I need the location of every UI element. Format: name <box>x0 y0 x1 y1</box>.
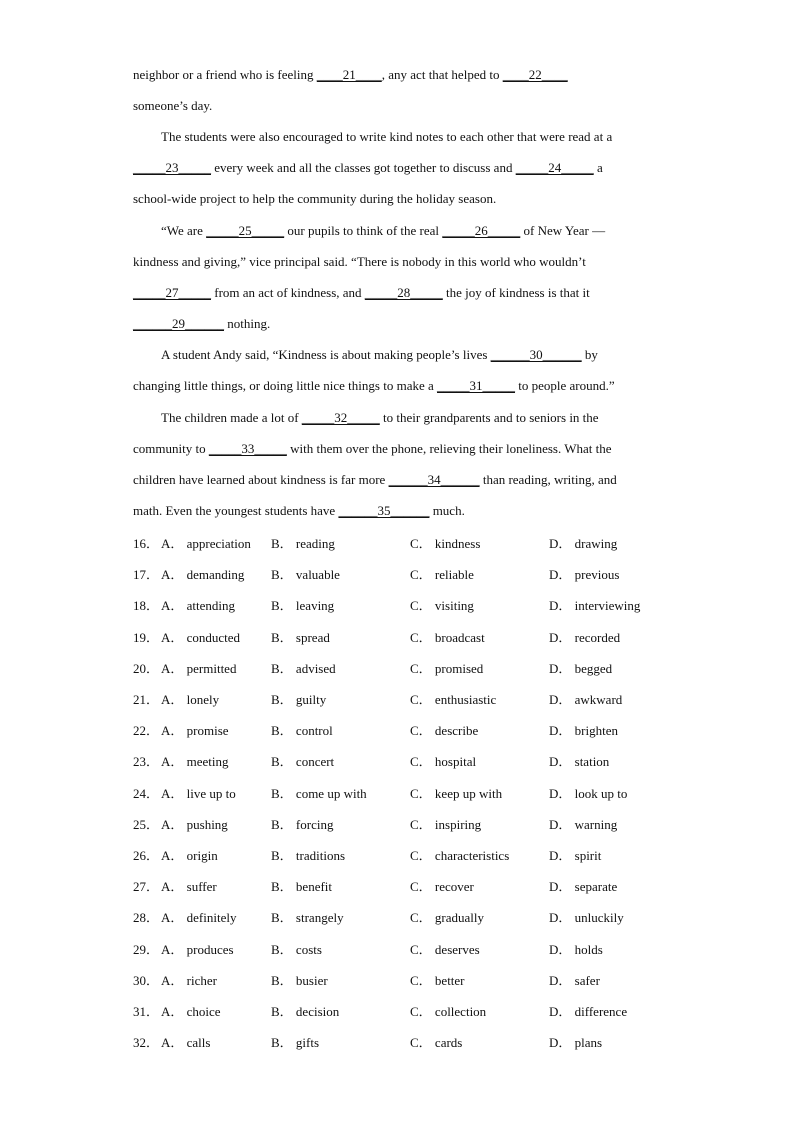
option-a: A． appreciation <box>161 536 251 551</box>
answer-blank: ______29______ <box>133 316 224 331</box>
passage-text: changing little things, or doing little nice things to make a <box>133 378 438 393</box>
question-row <box>133 1003 693 1021</box>
option-c: C． gradually <box>410 910 485 926</box>
passage-text: , any act that helped to <box>381 67 503 82</box>
option-a: A． pushing <box>161 816 228 832</box>
question-row <box>133 941 693 959</box>
passage-line <box>161 346 598 364</box>
option-c: C． visiting <box>410 598 474 614</box>
answer-blank: ______30______ <box>490 347 582 362</box>
option-c: C． keep up with <box>410 785 503 801</box>
option-a: A． richer <box>161 972 217 988</box>
passage-line <box>133 253 586 271</box>
option-a: A． promise <box>161 723 229 739</box>
option-b: B． come up with <box>271 785 367 801</box>
option-b: B． busier <box>271 972 328 988</box>
option-a: A． attending <box>161 598 236 614</box>
passage-line <box>133 440 612 458</box>
option-b: B． valuable <box>271 567 340 583</box>
passage-line <box>161 409 599 427</box>
passage-line <box>133 97 212 115</box>
option-d: D． unluckily <box>549 910 624 926</box>
option-c: C． recover <box>410 879 474 895</box>
question-number: 32． <box>133 1035 160 1051</box>
option-d: D． station <box>549 754 610 770</box>
option-b: B． guilty <box>271 692 327 707</box>
option-b: B． leaving <box>271 598 335 614</box>
question-row <box>133 785 693 803</box>
passage-text: of New Year — <box>520 223 606 238</box>
answer-blank: _____28_____ <box>364 285 443 300</box>
passage-text: by <box>581 347 598 362</box>
option-c: C． inspiring <box>410 816 482 832</box>
answer-blank: _____33_____ <box>208 441 287 456</box>
question-number: 26． <box>133 848 160 863</box>
answer-blank: _____23_____ <box>133 160 211 175</box>
question-row <box>133 535 693 553</box>
answer-blank: _____24_____ <box>515 160 594 175</box>
question-row <box>133 597 693 615</box>
option-c: C． better <box>410 972 465 988</box>
answer-blank: ______34______ <box>388 472 480 487</box>
question-row <box>133 1034 693 1052</box>
question-row <box>133 566 693 584</box>
passage-text: The children made a lot of <box>161 410 302 425</box>
question-number: 20． <box>133 660 160 676</box>
passage-line <box>133 159 603 177</box>
option-b: B． benefit <box>271 879 333 895</box>
answer-blank: ____21____ <box>316 67 382 82</box>
question-row <box>133 722 693 740</box>
option-b: B． concert <box>271 754 335 770</box>
option-d: D． awkward <box>549 692 623 707</box>
option-b: B． strangely <box>271 910 344 926</box>
answer-blank: ______35______ <box>338 503 430 518</box>
option-a: A． suffer <box>161 879 217 895</box>
passage-text: neighbor or a friend who is feeling <box>133 67 317 82</box>
question-number: 29． <box>133 941 160 957</box>
option-d: D． drawing <box>549 536 618 551</box>
passage-line <box>133 315 270 333</box>
option-d: D． interviewing <box>549 598 641 614</box>
option-a: A． produces <box>161 941 234 957</box>
option-c: C． kindness <box>410 536 481 551</box>
option-d: D． begged <box>549 660 613 676</box>
option-b: B． costs <box>271 941 322 957</box>
passage-text: A student Andy said, “Kindness is about making people’s lives <box>161 347 491 362</box>
passage-text: school-wide project to help the community during the holiday season. <box>133 191 497 206</box>
answer-blank: _____32_____ <box>301 410 380 425</box>
passage-text: than reading, writing, and <box>479 472 617 487</box>
passage-text: a <box>593 160 603 175</box>
answer-blank: _____31_____ <box>437 378 516 393</box>
option-c: C． promised <box>410 660 484 676</box>
option-d: D． safer <box>549 972 600 988</box>
option-a: A． permitted <box>161 660 237 676</box>
option-d: D． difference <box>549 1004 628 1019</box>
option-d: D． separate <box>549 879 618 895</box>
passage-text: to their grandparents and to seniors in the <box>379 410 599 425</box>
option-b: B． decision <box>271 1004 340 1019</box>
question-row <box>133 972 693 990</box>
option-b: B． gifts <box>271 1035 320 1051</box>
question-number: 21． <box>133 692 160 707</box>
option-d: D． recorded <box>549 629 621 645</box>
passage-line <box>161 222 605 240</box>
option-b: B． forcing <box>271 816 334 832</box>
question-row <box>133 816 693 834</box>
passage-text: the joy of kindness is that it <box>442 285 590 300</box>
passage-text: children have learned about kindness is far more <box>133 472 389 487</box>
question-number: 23． <box>133 754 160 770</box>
passage-line <box>133 284 590 302</box>
option-c: C． reliable <box>410 567 474 583</box>
question-number: 27． <box>133 879 160 895</box>
passage-text: from an act of kindness, and <box>211 285 365 300</box>
option-c: C． collection <box>410 1004 487 1019</box>
question-number: 22． <box>133 723 160 739</box>
option-c: C． deserves <box>410 941 480 957</box>
passage-text: to people around.” <box>515 378 615 393</box>
option-a: A． definitely <box>161 910 237 926</box>
passage-text: every week and all the classes got together to discuss and <box>211 160 516 175</box>
question-number: 18． <box>133 598 160 614</box>
passage-text: someone’s day. <box>133 98 213 113</box>
question-row <box>133 660 693 678</box>
option-d: D． look up to <box>549 785 628 801</box>
question-number: 31． <box>133 1004 160 1019</box>
passage-text: with them over the phone, relieving their loneliness. What the <box>286 441 612 456</box>
option-b: B． reading <box>271 536 335 551</box>
option-a: A． demanding <box>161 567 245 583</box>
question-row <box>133 629 693 647</box>
option-a: A． lonely <box>161 692 220 707</box>
answer-blank: _____27_____ <box>133 285 211 300</box>
question-number: 19． <box>133 629 160 645</box>
question-number: 24． <box>133 785 160 801</box>
option-d: D． brighten <box>549 723 618 739</box>
option-d: D． plans <box>549 1035 603 1051</box>
option-b: B． advised <box>271 660 336 676</box>
option-c: C． enthusiastic <box>410 692 497 707</box>
option-a: A． calls <box>161 1035 211 1051</box>
answer-blank: ____22____ <box>502 67 568 82</box>
option-c: C． broadcast <box>410 629 485 645</box>
question-row <box>133 753 693 771</box>
option-b: B． control <box>271 723 333 739</box>
passage-text: kindness and giving,” vice principal said. “There is nobody in this world who wouldn’t <box>133 254 586 269</box>
passage-text: math. Even the youngest students have <box>133 503 339 518</box>
option-a: A． conducted <box>161 629 241 645</box>
option-c: C． hospital <box>410 754 477 770</box>
passage-line <box>161 128 612 146</box>
option-a: A． meeting <box>161 754 229 770</box>
question-row <box>133 691 693 709</box>
answer-blank: _____25_____ <box>206 223 285 238</box>
question-number: 17． <box>133 567 160 583</box>
question-row <box>133 909 693 927</box>
option-a: A． live up to <box>161 785 236 801</box>
option-b: B． traditions <box>271 848 346 863</box>
passage-text: nothing. <box>224 316 271 331</box>
passage-text: The students were also encouraged to write kind notes to each other that were read at a <box>161 129 613 144</box>
passage-text: “We are <box>161 223 207 238</box>
passage-line <box>133 190 496 208</box>
option-a: A． origin <box>161 848 218 863</box>
question-row <box>133 878 693 896</box>
passage-line <box>133 502 465 520</box>
option-a: A． choice <box>161 1004 221 1019</box>
passage-line <box>133 66 568 84</box>
option-d: D． holds <box>549 941 603 957</box>
passage-text: community to <box>133 441 209 456</box>
passage-text: our pupils to think of the real <box>284 223 443 238</box>
option-b: B． spread <box>271 629 330 645</box>
passage-text: much. <box>429 503 465 518</box>
question-number: 16． <box>133 536 160 551</box>
passage-line <box>133 471 617 489</box>
option-c: C． describe <box>410 723 479 739</box>
question-number: 30． <box>133 972 160 988</box>
option-d: D． warning <box>549 816 618 832</box>
option-c: C． characteristics <box>410 848 510 863</box>
question-row <box>133 847 693 865</box>
question-number: 28． <box>133 910 160 926</box>
passage-line <box>133 377 615 395</box>
option-d: D． previous <box>549 567 620 583</box>
option-c: C． cards <box>410 1035 463 1051</box>
question-number: 25． <box>133 816 160 832</box>
answer-blank: _____26_____ <box>442 223 521 238</box>
option-d: D． spirit <box>549 848 602 863</box>
